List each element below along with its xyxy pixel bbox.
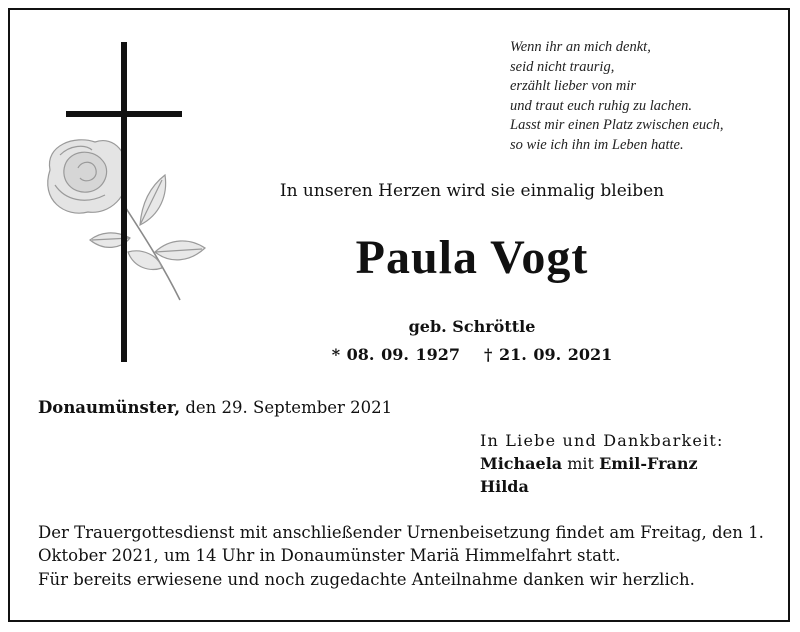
mourner-name: Michaela <box>480 454 563 473</box>
date: den 29. September 2021 <box>185 398 393 417</box>
mourner-name: Emil-Franz <box>599 454 698 473</box>
mourner-connector: mit <box>567 454 594 473</box>
birth-date: * 08. 09. 1927 <box>331 345 460 364</box>
poem-line: Wenn ihr an mich denkt, <box>510 39 651 55</box>
maiden-name: geb. Schröttle <box>408 317 536 336</box>
place: Donaumünster, <box>38 398 181 417</box>
cross-icon <box>121 42 127 362</box>
poem-line: erzählt lieber von mir <box>510 78 637 94</box>
poem-line: Lasst mir einen Platz zwischen euch, <box>510 117 724 133</box>
place-date <box>38 398 392 417</box>
funeral-notice: Der Trauergottesdienst mit anschließender Urnenbeisetzung findet am Freitag, den 1. Oktober 2021, um 14 Uhr in Donaumünster Mariä Himmelfahrt statt. <box>38 523 764 565</box>
deceased-name: Paula Vogt <box>355 231 589 284</box>
closing-line: Für bereits erwiesene und noch zugedachte Anteilnahme danken wir herzlich. <box>38 570 695 589</box>
poem-line: und traut euch ruhig zu lachen. <box>510 97 693 114</box>
mourners-block <box>480 429 724 498</box>
intro-line: In unseren Herzen wird sie einmalig bleiben <box>279 181 665 201</box>
mourners-line-1 <box>480 452 724 475</box>
life-dates <box>230 345 714 364</box>
cross-bar <box>66 111 182 117</box>
death-date: † 21. 09. 2021 <box>484 345 613 364</box>
poem <box>510 38 723 155</box>
poem-line: so wie ich ihn im Leben hatte. <box>510 136 684 153</box>
mourner-name: Hilda <box>480 477 529 496</box>
mourners-lead: In Liebe und Dankbarkeit: <box>480 431 724 450</box>
poem-line: seid nicht traurig, <box>510 58 615 75</box>
